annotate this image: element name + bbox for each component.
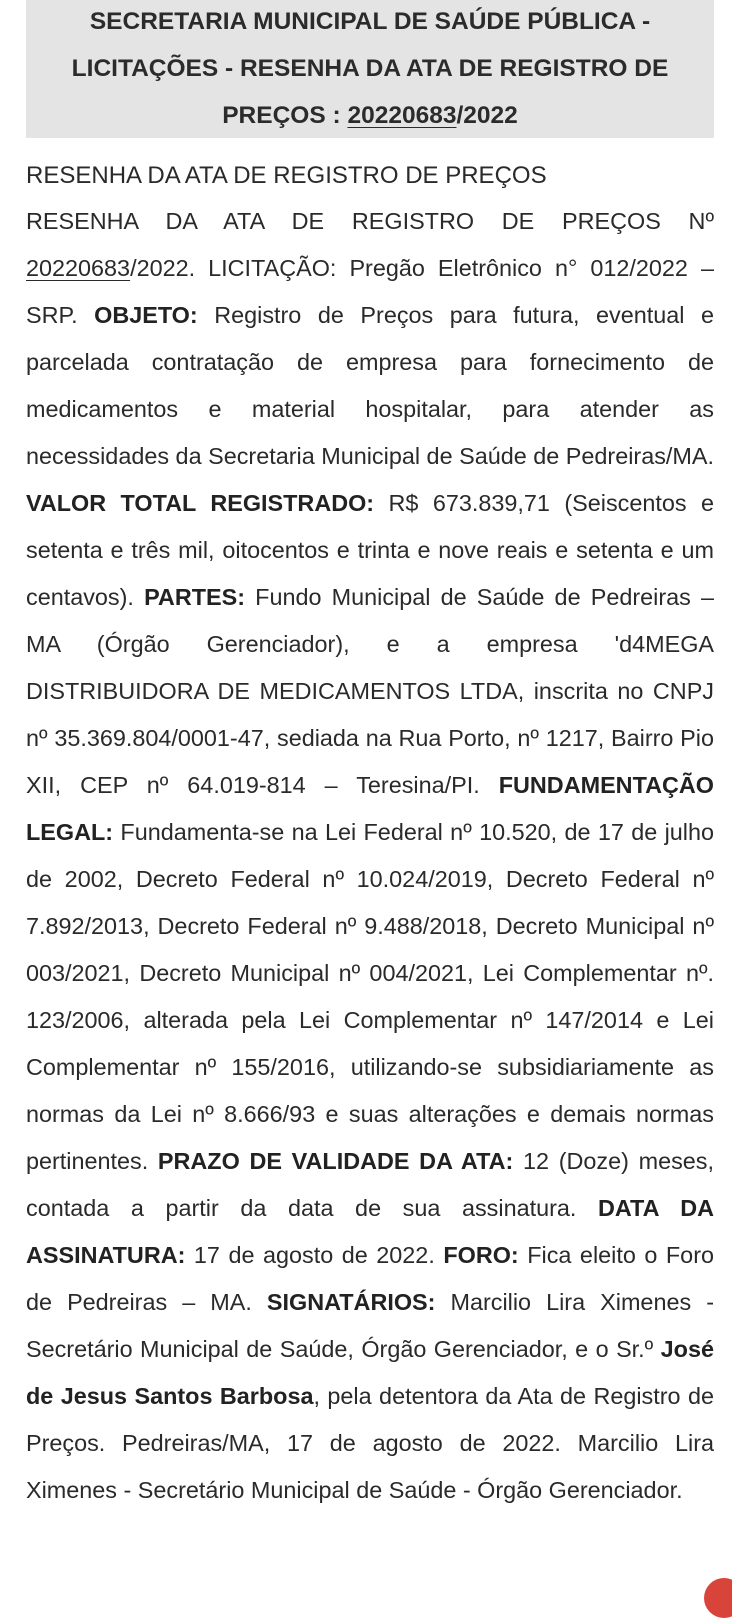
foro-label: FORO:	[443, 1242, 519, 1268]
document-title-banner	[26, 0, 714, 138]
document-subtitle: RESENHA DA ATA DE REGISTRO DE PREÇOS	[26, 162, 547, 189]
valor-text: R$ 673.839,71 (Seiscentos e setenta e três mil, oitocentos e trinta e nove reais e setenta e um centavos).	[26, 490, 714, 610]
foro-text: Fica eleito o Foro de Pedreiras – MA.	[26, 1242, 714, 1315]
floating-action-button[interactable]	[704, 1578, 732, 1618]
signatarios-text: Marcilio Lira Ximenes - Secretário Municipal de Saúde, Órgão Gerenciador, e o Sr.º	[26, 1289, 714, 1362]
prazo-text: 12 (Doze) meses, contada a partir da data de sua assinatura.	[26, 1148, 714, 1221]
valor-label: VALOR TOTAL REGISTRADO:	[26, 490, 375, 516]
partes-label: PARTES:	[144, 584, 245, 610]
data-assinatura-label: DATA DA ASSINATURA:	[26, 1195, 715, 1268]
document-body	[26, 198, 714, 1514]
body-licitacao: /2022. LICITAÇÃO: Pregão Eletrônico n° 012/2022 – SRP.	[26, 255, 714, 328]
body-ata-number: 20220683	[26, 255, 131, 281]
closing-text: , pela detentora da Ata de Registro de Preços. Pedreiras/MA, 17 de agosto de 2022. Marcilio Lira Ximenes - Secretário Municipal de Saúde - Órgão Gerenciador.	[26, 1383, 714, 1503]
title-line-3	[26, 92, 714, 139]
fundamentacao-text: Fundamenta-se na Lei Federal nº 10.520, de 17 de julho de 2002, Decreto Federal nº 10.024/2019, Decreto Federal nº 7.892/2013, Decreto Federal nº 9.488/2018, Decreto Municipal nº 003/2021, Decreto Municipal nº 004/2021, Lei Complementar nº. 123/2006, alterada pela Lei Complementar nº 147/2014 e Lei Complementar nº 155/2016, utilizando-se subsidiariamente as normas da Lei nº 8.666/93 e suas alterações e demais normas pertinentes.	[26, 819, 714, 1174]
objeto-label: OBJETO:	[94, 302, 198, 328]
title-line-3-prefix: PREÇOS :	[222, 102, 348, 129]
title-ata-number: 20220683	[347, 102, 457, 129]
title-line-1: SECRETARIA MUNICIPAL DE SAÚDE PÚBLICA -	[89, 8, 651, 35]
fundamentacao-label: FUNDAMENTAÇÃO LEGAL:	[26, 772, 714, 845]
body-intro: RESENHA DA ATA DE REGISTRO DE PREÇOS Nº	[26, 208, 714, 234]
title-line-3-suffix: /2022	[456, 102, 518, 129]
partes-text: Fundo Municipal de Saúde de Pedreiras – MA (Órgão Gerenciador), e a empresa 'd4MEGA DISTRIBUIDORA DE MEDICAMENTOS LTDA, inscrita no CNPJ nº 35.369.804/0001-47, sediada na Rua Porto, nº 1217, Bairro Pio XII, CEP nº 64.019-814 – Teresina/PI.	[26, 584, 714, 798]
objeto-text: Registro de Preços para futura, eventual e parcelada contratação de empresa para fornecimento de medicamentos e material hospitalar, para atender as necessidades da Secretaria Municipal de Saúde de Pedreiras/MA.	[26, 302, 714, 469]
data-assinatura-text: 17 de agosto de 2022.	[185, 1242, 444, 1268]
title-line-2: LICITAÇÕES - RESENHA DA ATA DE REGISTRO DE	[71, 55, 669, 82]
signatarios-label: SIGNATÁRIOS:	[266, 1289, 436, 1315]
signatario-name: José de Jesus Santos Barbosa	[26, 1336, 714, 1409]
prazo-label: PRAZO DE VALIDADE DA ATA:	[157, 1148, 514, 1174]
